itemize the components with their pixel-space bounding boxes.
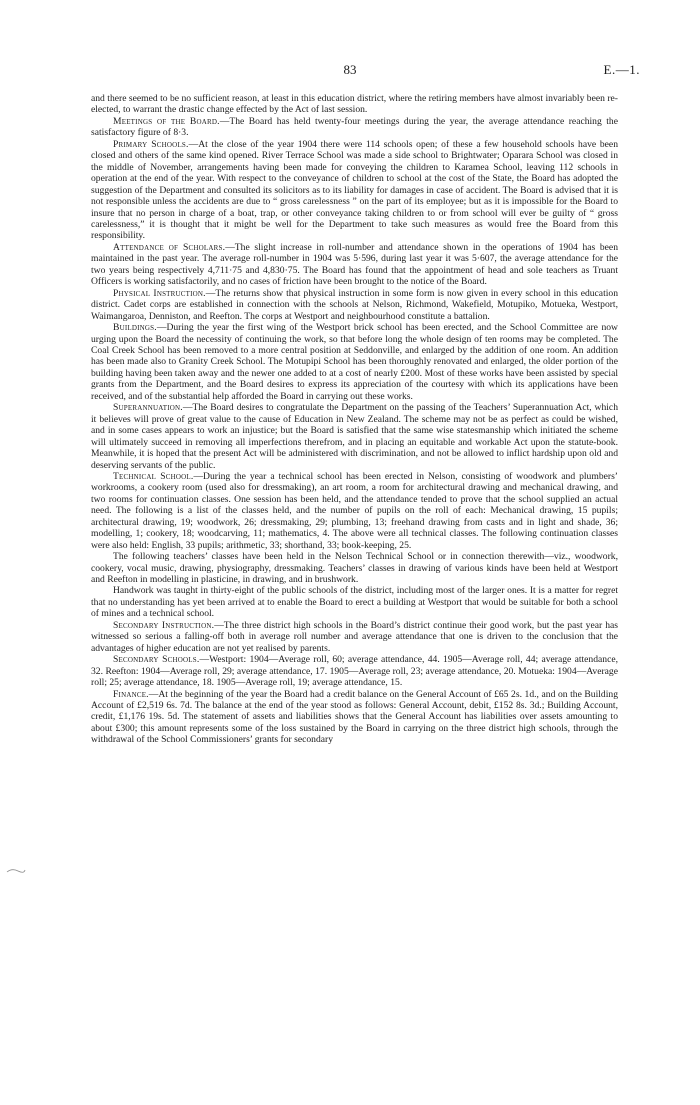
margin-pencil-mark (6, 866, 26, 876)
paragraph-text: —During the year the first wing of the Westport brick school has been erected, and the School Committee are now urging upon the Board the necessity of continuing the work, so that before long the whole design of ten rooms may be completed. The Coal Creek School has been removed to a more central position at Seddonville, and enlarged by the addition of one room. An addition has been made also to Granity Creek School. The Motupipi School has been thoroughly renovated and enlarged, the older portion of the building having been taken away and the newer one added to at a cost of nearly £200. Most of these works have been assisted by special grants from the Department, and the Board desires to express its appreciation of the courtesy with which its applications have been received, and of the substantial help afforded the Board in carrying out these works. (91, 322, 618, 402)
paragraph-text: and there seemed to be no sufficient reason, at least in this education district, where the retiring members have almost invariably been re-elected, to warrant the drastic change effected by the Act of last session. (91, 93, 618, 116)
section-heading: Superannuation. (113, 402, 183, 414)
report-body (91, 93, 618, 746)
paragraph-text: —The three district high schools in the Board’s district continue their good work, but the past year has witnessed so serious a falling-off both in average roll number and average attendance that one is driven to the conclusion that the advantages of higher education are not yet realised by parents. (91, 619, 618, 654)
report-reference: E.—1. (603, 62, 640, 77)
paragraph-teachers-classes (91, 551, 618, 585)
paragraph-buildings (91, 322, 618, 402)
page-number: 83 (343, 62, 357, 77)
section-heading: Attendance of Scholars. (113, 241, 226, 253)
paragraph-text: The following teachers’ classes have been held in the Nelson Technical School or in connection therewith—viz., woodwork, cookery, vocal music, drawing, physiography, dressmaking. Teachers’ classes in drawing of various kinds have been held at Westport and Reefton in modelling in plasticine, in drawing, and in brushwork. (91, 551, 618, 586)
section-heading: Primary Schools. (113, 138, 189, 150)
paragraph-text: —Westport: 1904—Average roll, 60; average attendance, 44. 1905—Average roll, 44; average attendance, 32. Reefton: 1904—Average roll, 29; average attendance, 17. 1905—Average roll, 23; average attendance, 20. Motueka: 1904—Average roll; 25; average attendance, 18. 1905—Average roll, 19; average attendance, 15. (91, 654, 619, 689)
paragraph-text: —The slight increase in roll-number and attendance shown in the operations of 1904 has been maintained in the past year. The average roll-number in 1904 was 5·596, during last year it was 5·607, the average attendance for the two years being respectively 4,711·75 and 4,830·75. The Board has found that the appointment of head and sole teachers as Truant Officers is working satisfactorily, and no cases of friction have been brought to the notice of the Board. (91, 241, 618, 288)
paragraph-text: —The returns show that physical instruction in some form is now given in every school in this education district. Cadet corps are established in connection with the schools at Nelson, Richmond, Wakefield, Motupiko, Motueka, Westport, Waimangaroa, Denniston, and Reefton. The corps at Westport and neighbourhood constitute a battalion. (91, 287, 618, 322)
paragraph-superannuation (91, 402, 618, 471)
paragraph-text: —At the beginning of the year the Board had a credit balance on the General Account of £65 2s. 1d., and on the Building Account of £2,519 6s. 7d. The balance at the end of the year stood as follows: General Account, debit, £152 8s. 3d.; Building Account, credit, £1,176 19s. 5d. The statement of assets and liabilities shows that the General Account has liabilities over assets amounting to about £300; this amount represents some of the loss sustained by the Board in carrying on the three district high schools, through the withdrawal of the School Commissioners’ grants for secondary (91, 688, 618, 746)
paragraph-secondary-instruction (91, 620, 618, 654)
section-heading: Finance. (113, 688, 149, 700)
section-heading: Meetings of the Board. (113, 115, 220, 127)
paragraph-text: —During the year a technical school has been erected in Nelson, consisting of woodwork and plumbers’ workrooms, a cookery room (used also for dressmaking), an art room, a room for architectural drawing and mechanical drawing, and two rooms for continuation classes. One session has been held, and the attendance tended to prove that the school supplied an actual need. The following is a list of the classes held, and the number of pupils on the roll of each: Mechanical drawing, 15 pupils; architectural drawing, 19; woodwork, 26; dressmaking, 29; plumbing, 13; freehand drawing from casts and in light and shade, 36; modelling, 1; cookery, 18; woodcarving, 11; mathematics, 4. The above were all technical classes. The following continuation classes were also held: English, 33 pupils; arithmetic, 33; shorthand, 33; book-keeping, 25. (91, 470, 618, 551)
paragraph-continuation (91, 93, 618, 116)
paragraph-secondary-schools (91, 654, 618, 688)
section-heading: Secondary Schools. (113, 654, 200, 666)
paragraph-text: —The Board has held twenty-four meetings during the year, the average attendance reaching the satisfactory figure of 8·3. (91, 115, 618, 139)
section-heading: Technical School. (113, 470, 194, 482)
section-heading: Secondary Instruction. (113, 619, 215, 631)
section-heading: Buildings. (113, 322, 157, 334)
paragraph-text: —At the close of the year 1904 there were 114 schools open; of these a few household schools have been closed and others of the same kind opened. River Terrace School was made a side school to Brightwater; Oparara School was closed in the middle of November, arrangements having been made for conveying the children to Karamea School, leaving 112 schools in operation at the end of the year. With respect to the conveyance of children to school at the cost of the State, the Board has adopted the suggestion of the Department and consulted its solicitors as to its liability for damages in case of accident. The Board is advised that it is not responsible unless the accidents are due to “ gross carelessness ” on the part of its employee; but as it is impossible for the Board to insure that no person in charge of a boat, trap, or other conveyance taking children to or from school will ever be guilty of “ gross carelessness,” it is thought that it might be well for the Department to take such measures as would free the Board from this responsibility. (91, 138, 618, 242)
paragraph-attendance (91, 242, 618, 288)
paragraph-text: —The Board desires to congratulate the Department on the passing of the Teachers’ Superannuation Act, which it believes will prove of great value to the cause of Education in New Zealand. The scheme may not be as perfect as could be wished, and in some cases appears to work an injustice; but the Board is satisfied that the same wise statesmanship which initiated the scheme will ultimately succeed in removing all imperfections therefrom, and in placing an equitable and workable Act upon the statute-book. Meanwhile, it is hoped that the present Act will be administered with discrimination, and not be allowed to inflict hardship upon old and deserving servants of the public. (91, 402, 618, 471)
section-heading: Physical Instruction. (113, 287, 206, 299)
paragraph-primary-schools (91, 139, 618, 242)
paragraph-technical-school (91, 471, 618, 551)
paragraph-text: Handwork was taught in thirty-eight of the public schools of the district, including most of the larger ones. It is a matter for regret that no understanding has yet been arrived at to enable the Board to erect a building at Westport that would be suitable for both a school of mines and a technical school. (91, 585, 618, 620)
paragraph-meetings (91, 116, 618, 139)
page-header (0, 62, 700, 82)
paragraph-finance (91, 689, 618, 746)
paragraph-handwork (91, 585, 618, 619)
paragraph-physical-instruction (91, 288, 618, 322)
